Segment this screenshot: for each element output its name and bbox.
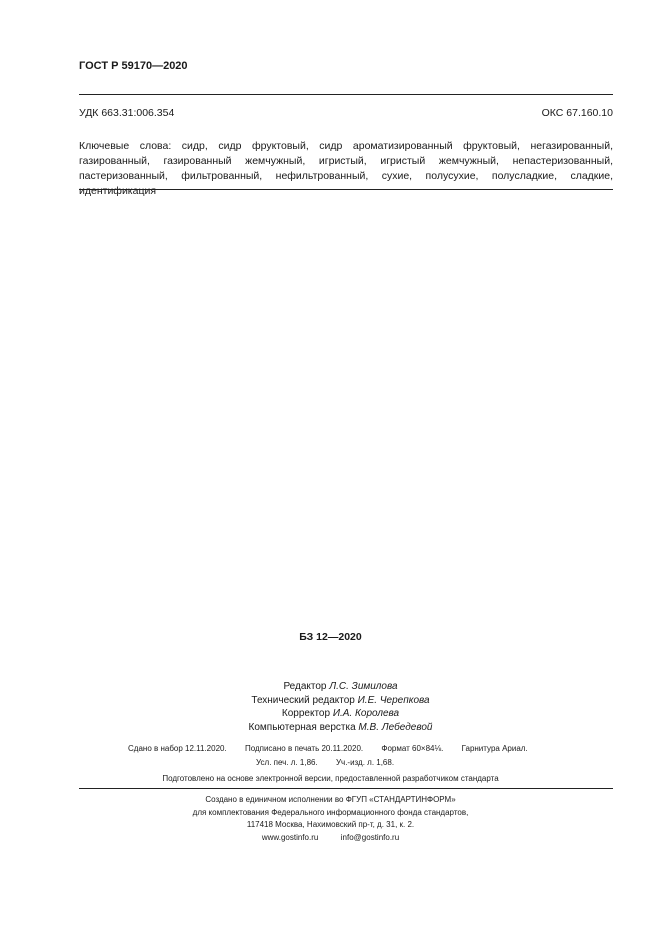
tech-editor-line <box>0 694 661 708</box>
oks-code: ОКС 67.160.10 <box>541 107 613 119</box>
corrector-name: И.А. Королева <box>332 708 400 719</box>
keywords-divider <box>79 189 613 190</box>
print-details-line <box>128 744 528 753</box>
printed-sheets: Усл. печ. л. 1,86. <box>256 758 318 767</box>
sent-to-print: Сдано в набор 12.11.2020. <box>128 744 227 753</box>
publisher-sheets: Уч.-изд. л. 1,68. <box>335 758 395 767</box>
publisher-line-1: Создано в единичном исполнении во ФГУП «СТАНДАРТИНФОРМ» <box>205 795 456 804</box>
editor-line <box>0 680 661 694</box>
layout-line <box>0 721 661 735</box>
credits-block <box>0 680 661 734</box>
publisher-line-2: для комплектования Федерального информационного фонда стандартов, <box>192 807 469 817</box>
editor-name: Л.С. Зимилова <box>329 681 398 692</box>
prepared-note: Подготовлено на основе электронной версии, предоставленной разработчиком стандарта <box>162 774 499 783</box>
footer-divider <box>79 788 613 789</box>
keywords-paragraph: Ключевые слова: сидр, сидр фруктовый, сидр ароматизированный фруктовый, негазированный, газированный, газированный жемчужный, игристый, игристый жемчужный, непастеризованный, пастеризованный, фильтрованный, нефильтрованный, сухие, полусухие, полусладкие, сладкие, идентификация <box>79 140 613 197</box>
signed-to-print: Подписано в печать 20.11.2020. <box>244 744 364 753</box>
publisher-website[interactable]: www.gostinfo.ru <box>261 832 319 842</box>
typeface: Гарнитура Ариал. <box>461 744 528 753</box>
publisher-email[interactable]: info@gostinfo.ru <box>340 832 400 842</box>
udk-code: УДК 663.31:006.354 <box>79 107 175 119</box>
tech-editor-name: И.Е. Черепкова <box>357 694 430 706</box>
corrector-role: Корректор <box>281 708 331 719</box>
header-divider <box>79 94 613 95</box>
layout-name: М.В. Лебедевой <box>358 721 433 733</box>
print-format: Формат 60×84⅛. <box>381 744 444 753</box>
publisher-address: 117418 Москва, Нахимовский пр-т, д. 31, к. 2. <box>246 820 415 829</box>
bz-number: БЗ 12—2020 <box>299 631 362 643</box>
tech-editor-role: Технический редактор <box>251 694 355 706</box>
corrector-line <box>0 707 661 721</box>
sheets-line <box>256 758 394 767</box>
publisher-block <box>0 794 661 844</box>
standard-number: ГОСТ Р 59170—2020 <box>79 60 188 72</box>
editor-role: Редактор <box>283 681 327 692</box>
publisher-contacts <box>0 832 661 845</box>
layout-role: Компьютерная верстка <box>248 721 356 733</box>
